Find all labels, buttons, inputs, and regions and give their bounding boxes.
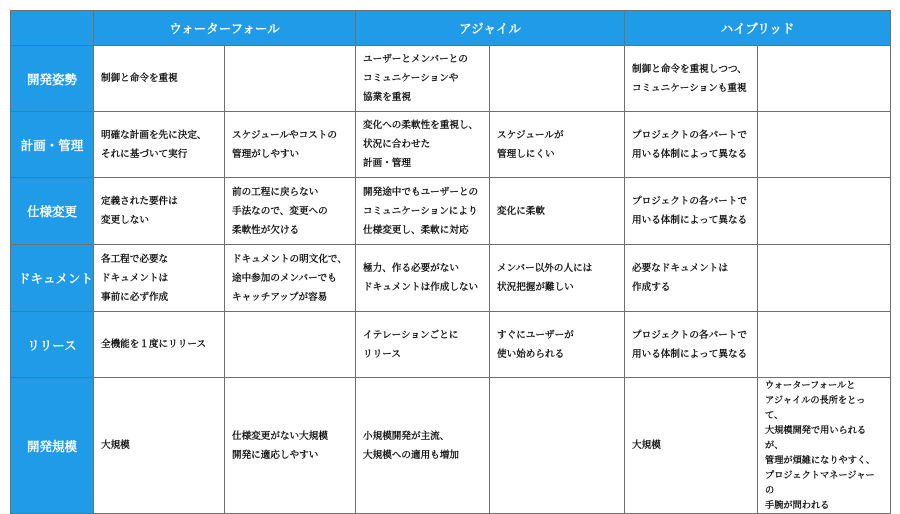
row-label: リリース (11, 312, 94, 378)
table-cell: 小規模開発が主流、 大規模への適用も増加 (356, 378, 490, 514)
table-cell (758, 112, 891, 178)
table-cell: すぐにユーザーが 使い始められる (490, 312, 625, 378)
table-cell: メンバー以外の人には 状況把握が難しい (490, 245, 625, 312)
row-label: 計画・管理 (11, 112, 94, 178)
table-cell: 明確な計画を先に決定、 それに基づいて実行 (94, 112, 225, 178)
row-release (11, 312, 891, 378)
table-cell: イテレーションごとに リリース (356, 312, 490, 378)
table-cell: プロジェクトの各パートで 用いる体制によって異なる (625, 112, 758, 178)
table-cell: ドキュメントの明文化で、 途中参加のメンバーでも キャッチアップが容易 (225, 245, 356, 312)
header-hybrid: ハイブリッド (625, 11, 891, 46)
comparison-table (10, 10, 891, 514)
row-spec-change (11, 178, 891, 245)
table-cell: 開発途中でもユーザーとの コミュニケーションにより 仕様変更し、柔軟に対応 (356, 178, 490, 245)
table-cell (490, 378, 625, 514)
table-cell: スケジュールやコストの 管理がしやすい (225, 112, 356, 178)
table-cell: 変化への柔軟性を重視し、 状況に合わせた 計画・管理 (356, 112, 490, 178)
table-cell: 変化に柔軟 (490, 178, 625, 245)
table-cell (758, 46, 891, 112)
header-corner (11, 11, 94, 46)
table-cell: 仕様変更がない大規模 開発に適応しやすい (225, 378, 356, 514)
table-cell: 制御と命令を重視 (94, 46, 225, 112)
table-cell (225, 312, 356, 378)
table-cell: 全機能を１度にリリース (94, 312, 225, 378)
table-cell: 定義された要件は 変更しない (94, 178, 225, 245)
table-cell (758, 178, 891, 245)
table-cell: 必要なドキュメントは 作成する (625, 245, 758, 312)
row-label: 開発規模 (11, 378, 94, 514)
table-cell (225, 46, 356, 112)
table-cell: スケジュールが 管理しにくい (490, 112, 625, 178)
table-cell: プロジェクトの各パートで 用いる体制によって異なる (625, 312, 758, 378)
table-cell: 各工程で必要な ドキュメントは 事前に必ず作成 (94, 245, 225, 312)
table-cell: 大規模 (94, 378, 225, 514)
row-documentation (11, 245, 891, 312)
row-development-stance (11, 46, 891, 112)
table-cell: 前の工程に戻らない 手法なので、変更への 柔軟性が欠ける (225, 178, 356, 245)
row-development-scale (11, 378, 891, 514)
header-agile: アジャイル (356, 11, 625, 46)
table-cell: 制御と命令を重視しつつ、 コミュニケーションも重視 (625, 46, 758, 112)
table-cell (490, 46, 625, 112)
header-row (11, 11, 891, 46)
table-cell: ユーザーとメンバーとの コミュニケーションや 協業を重視 (356, 46, 490, 112)
table-cell: 極力、作る必要がない ドキュメントは作成しない (356, 245, 490, 312)
table-cell: 大規模 (625, 378, 758, 514)
table-cell (758, 312, 891, 378)
row-label: ドキュメント (11, 245, 94, 312)
row-label: 仕様変更 (11, 178, 94, 245)
header-waterfall: ウォーターフォール (94, 11, 356, 46)
table-cell (758, 245, 891, 312)
row-label: 開発姿勢 (11, 46, 94, 112)
table-cell: プロジェクトの各パートで 用いる体制によって異なる (625, 178, 758, 245)
row-planning-management (11, 112, 891, 178)
table-cell: ウォーターフォールと アジャイルの長所をとって、 大規模開発で用いられるが、 管理が煩雑になりやすく、 プロジェクトマネージャーの 手腕が問われる (758, 378, 891, 514)
